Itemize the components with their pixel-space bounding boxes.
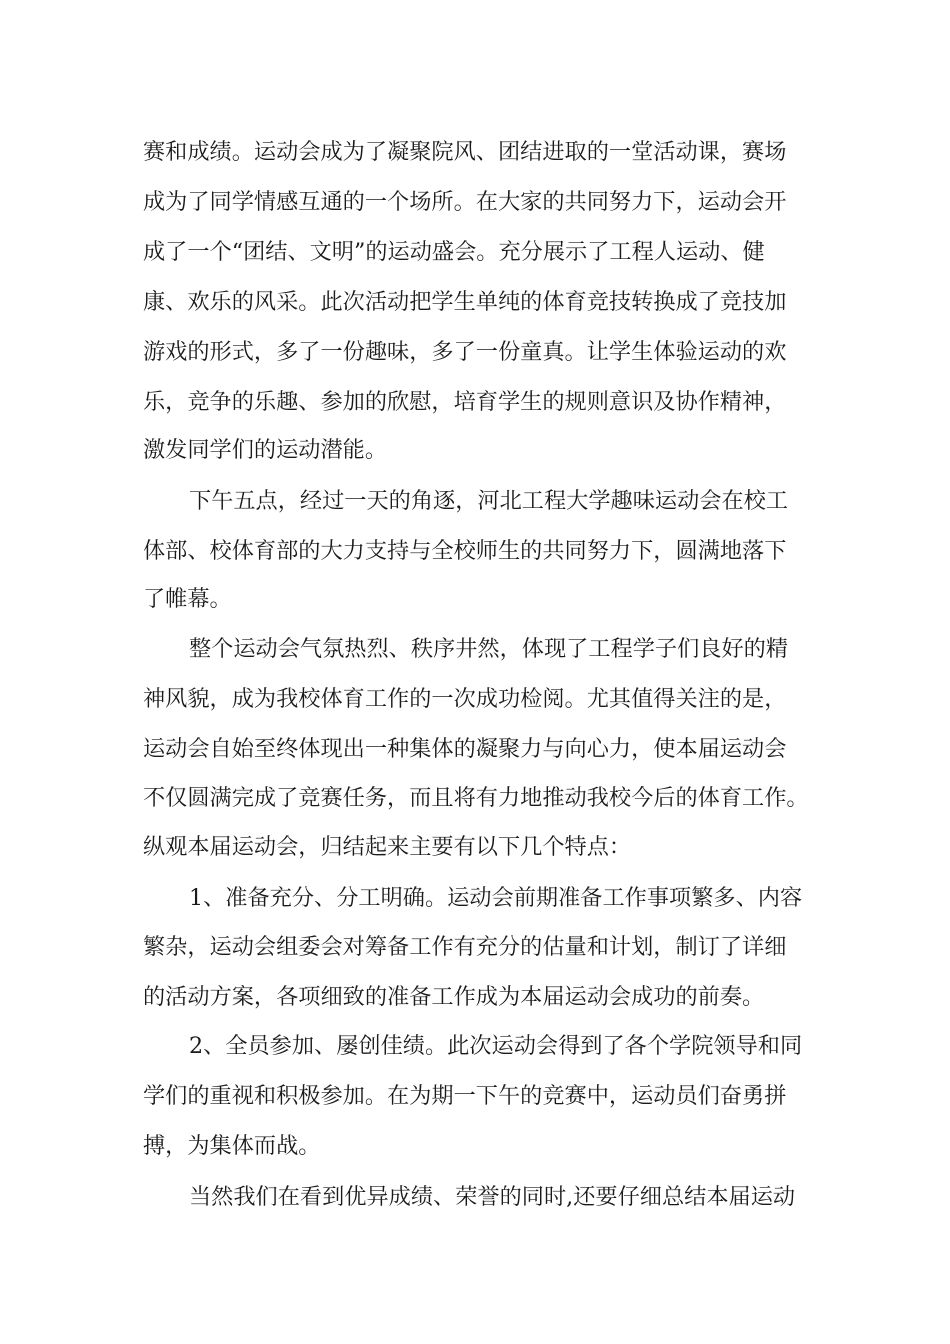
text-line: 的活动方案，各项细致的准备工作成为本届运动会成功的前奏。: [143, 984, 765, 1010]
text-line: 下午五点，经过一天的角逐，河北工程大学趣味运动会在校工: [189, 488, 789, 514]
text-line: 不仅圆满完成了竞赛任务，而且将有力地推动我校今后的体育工作。: [143, 785, 809, 811]
text-line: 2、全员参加、屡创佳绩。此次运动会得到了各个学院领导和同: [189, 1033, 803, 1059]
text-line: 整个运动会气氛热烈、秩序井然，体现了工程学子们良好的精: [189, 636, 789, 662]
text-line: 了帷幕。: [143, 586, 232, 612]
text-line: 运动会自始至终体现出一种集体的凝聚力与向心力，使本届运动会: [143, 736, 787, 762]
text-line: 搏，为集体而战。: [143, 1133, 321, 1159]
text-line: 1、准备充分、分工明确。运动会前期准备工作事项繁多、内容: [189, 885, 803, 911]
text-line: 纵观本届运动会，归结起来主要有以下几个特点：: [143, 834, 632, 860]
text-line: 激发同学们的运动潜能。: [143, 437, 388, 463]
text-line: 游戏的形式，多了一份趣味，多了一份童真。让学生体验运动的欢: [143, 339, 787, 365]
text-line: 体部、校体育部的大力支持与全校师生的共同努力下，圆满地落下: [143, 538, 787, 564]
text-line: 成了一个“团结、文明”的运动盛会。充分展示了工程人运动、健: [143, 239, 765, 265]
text-line: 赛和成绩。运动会成为了凝聚院风、团结进取的一堂活动课，赛场: [143, 139, 787, 165]
text-line: 成为了同学情感互通的一个场所。在大家的共同努力下，运动会开: [143, 189, 787, 215]
text-line: 康、欢乐的风采。此次活动把学生单纯的体育竞技转换成了竞技加: [143, 289, 787, 315]
text-line: 神风貌，成为我校体育工作的一次成功检阅。尤其值得关注的是，: [143, 686, 787, 712]
text-line: 繁杂，运动会组委会对筹备工作有充分的估量和计划，制订了详细: [143, 934, 787, 960]
text-line: 当然我们在看到优异成绩、荣誉的同时,还要仔细总结本届运动: [189, 1184, 796, 1210]
text-line: 学们的重视和积极参加。在为期一下午的竞赛中，运动员们奋勇拼: [143, 1083, 787, 1109]
text-line: 乐，竞争的乐趣、参加的欣慰，培育学生的规则意识及协作精神，: [143, 389, 787, 415]
